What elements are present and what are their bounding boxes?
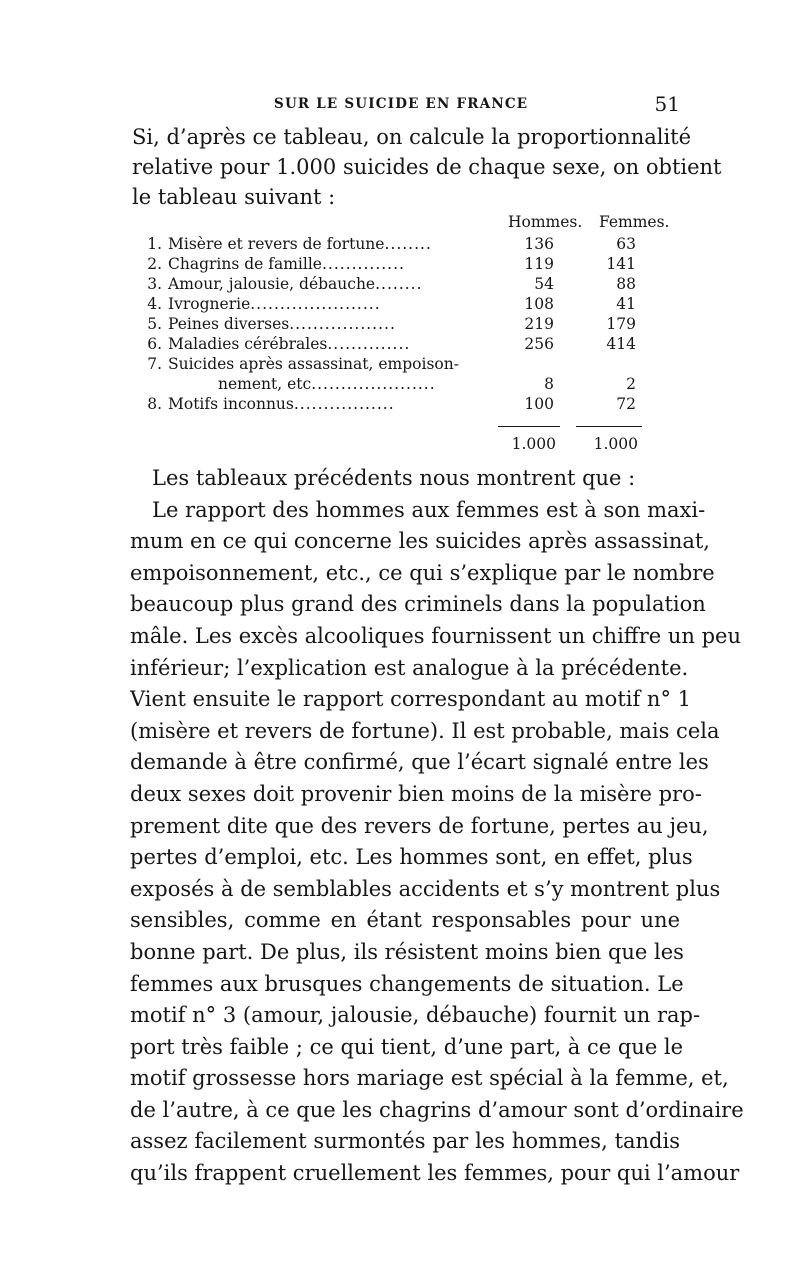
row-text: Motifs inconnus	[168, 395, 294, 413]
value-men: 219	[524, 315, 554, 333]
row-number: 1.	[147, 235, 162, 253]
row-label	[140, 334, 498, 354]
row-number: 8.	[147, 395, 162, 413]
value-women: 63	[616, 235, 636, 253]
text-line: de l’autre, à ce que les chagrins d’amour sont d’ordinaire	[130, 1097, 744, 1122]
column-header-women: Femmes.	[598, 213, 670, 231]
row-label	[140, 374, 498, 394]
text-line: femmes aux brusques changements de situation. Le	[130, 971, 684, 996]
row-number: 2.	[147, 255, 162, 273]
row-label	[140, 274, 498, 294]
value-men: 119	[524, 255, 554, 273]
column-header-men: Hommes.	[508, 213, 583, 231]
row-label	[140, 314, 498, 334]
text-line: qu’ils frappent cruellement les femmes, pour qui l’amour	[130, 1161, 740, 1186]
table-row	[140, 394, 680, 414]
row-number: 7.	[147, 355, 162, 373]
table-row	[140, 334, 680, 354]
row-number: 3.	[147, 275, 162, 293]
table-body	[140, 234, 680, 414]
row-text: Misère et revers de fortune	[168, 235, 385, 253]
row-leader: ........	[375, 275, 423, 293]
value-women: 2	[626, 375, 636, 393]
text-line: assez facilement surmontés par les hommes, tandis	[130, 1129, 680, 1154]
value-women: 41	[616, 295, 636, 313]
table-row	[140, 234, 680, 254]
total-men: 1.000	[511, 435, 556, 453]
row-text: Ivrognerie	[168, 295, 251, 313]
text-line: Si, d’après ce tableau, on calcule la proportionnalité	[132, 125, 692, 149]
table-row	[140, 254, 680, 274]
row-number: 6.	[147, 335, 162, 353]
table-row-continuation	[140, 374, 680, 394]
text-line: Vient ensuite le rapport correspondant au motif n° 1	[130, 687, 691, 712]
value-men: 256	[524, 335, 554, 353]
table-row	[140, 294, 680, 314]
row-label	[140, 254, 498, 274]
text-line: empoisonnement, etc., ce qui s’explique par le nombre	[130, 560, 715, 585]
text-line: deux sexes doit provenir bien moins de la misère pro-	[130, 781, 702, 806]
running-head	[132, 92, 680, 116]
value-men: 54	[534, 275, 554, 293]
table-totals	[140, 426, 680, 456]
text-line: exposés à de semblables accidents et s’y montrent plus	[130, 876, 721, 901]
row-text: Peines diverses	[168, 315, 290, 333]
text-line: motif grossesse hors mariage est spécial à la femme, et,	[130, 1066, 729, 1091]
intro-paragraph	[132, 122, 722, 212]
row-text: Suicides après assassinat, empoison-	[168, 355, 459, 373]
text-line: bonne part. De plus, ils résistent moins bien que les	[130, 939, 684, 964]
text-line: (misère et revers de fortune). Il est probable, mais cela	[130, 718, 720, 743]
text-line: sensibles, comme en étant responsables pour une	[130, 908, 680, 933]
table-row	[140, 314, 680, 334]
total-women: 1.000	[593, 435, 638, 453]
row-number: 4.	[147, 295, 162, 313]
value-men: 100	[524, 395, 554, 413]
value-women: 414	[606, 335, 636, 353]
text-line: Les tableaux précédents nous montrent que :	[152, 466, 636, 490]
row-leader: ........	[384, 235, 432, 253]
row-leader: ..............	[327, 335, 411, 353]
value-men: 8	[544, 375, 554, 393]
row-text: Amour, jalousie, débauche	[168, 275, 376, 293]
running-title: SUR LE SUICIDE EN FRANCE	[274, 96, 529, 112]
text-line: pertes d’emploi, etc. Les hommes sont, en effet, plus	[130, 845, 693, 870]
text-line: mâle. Les excès alcooliques fournissent un chiffre un peu	[130, 623, 741, 648]
value-women: 88	[616, 275, 636, 293]
row-leader: ......................	[250, 295, 381, 313]
row-number: 5.	[147, 315, 162, 333]
row-label	[140, 354, 498, 374]
page-number: 51	[654, 92, 680, 116]
text-line: port très faible ; ce qui tient, d’une part, à ce que le	[130, 1034, 684, 1059]
row-label	[140, 294, 498, 314]
value-women: 179	[606, 315, 636, 333]
text-line: inférieur; l’explication est analogue à la précédente.	[130, 655, 689, 680]
text-line: demande à être confirmé, que l’écart signalé entre les	[130, 750, 709, 775]
row-text: Maladies cérébrales	[168, 335, 328, 353]
value-men: 108	[524, 295, 554, 313]
row-leader: ..................	[289, 315, 396, 333]
value-men: 136	[524, 235, 554, 253]
row-leader: .....................	[311, 375, 436, 393]
text-line: beaucoup plus grand des criminels dans la population	[130, 592, 706, 617]
value-women: 141	[606, 255, 636, 273]
text-line: motif n° 3 (amour, jalousie, débauche) fournit un rap-	[130, 1003, 701, 1028]
row-label	[140, 394, 498, 414]
row-label	[140, 234, 498, 254]
row-text: nement, etc	[218, 375, 312, 393]
table-row	[140, 274, 680, 294]
text-line: relative pour 1.000 suicides de chaque sexe, on obtient	[132, 155, 722, 179]
total-rule-men	[498, 426, 560, 427]
row-leader: ..............	[321, 255, 405, 273]
text-line: le tableau suivant :	[132, 185, 336, 209]
total-rule-women	[576, 426, 642, 427]
table-header	[508, 212, 680, 232]
text-line: mum en ce qui concerne les suicides après assassinat,	[130, 529, 710, 554]
row-text: Chagrins de famille	[168, 255, 322, 273]
row-leader: .................	[293, 395, 395, 413]
table-row	[140, 354, 680, 374]
value-women: 72	[616, 395, 636, 413]
text-line: Le rapport des hommes aux femmes est à son maxi-	[152, 497, 706, 522]
text-line: prement dite que des revers de fortune, pertes au jeu,	[130, 813, 709, 838]
body-paragraphs	[130, 463, 744, 1190]
